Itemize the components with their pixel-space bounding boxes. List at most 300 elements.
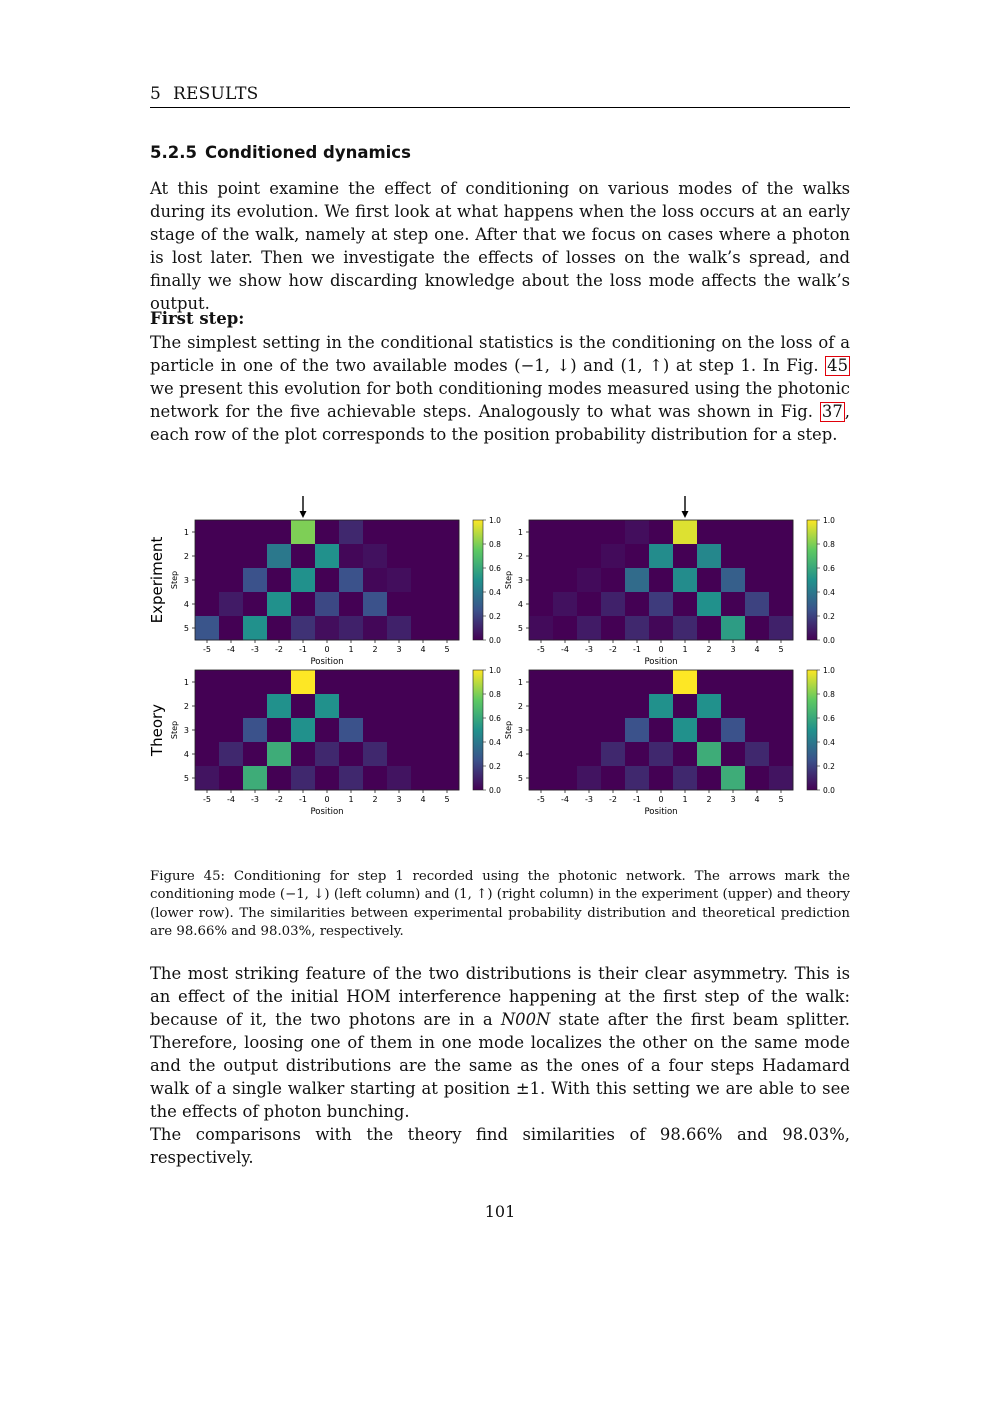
- heatmap-cell: [745, 592, 769, 616]
- x-tick-label: 3: [396, 645, 402, 654]
- heatmap-cell: [769, 568, 793, 592]
- row-label-experiment: Experiment: [148, 536, 166, 624]
- heatmap-cell: [363, 670, 387, 694]
- x-tick-label: 5: [444, 645, 450, 654]
- heatmap-cell: [553, 592, 577, 616]
- heatmap-cell: [625, 616, 649, 640]
- colorbar-tick-label: 0.0: [489, 786, 501, 795]
- x-tick-label: -2: [609, 645, 617, 654]
- heatmap-cell: [625, 670, 649, 694]
- heatmap-cell: [601, 670, 625, 694]
- conditioning-arrow-head: [682, 511, 689, 518]
- colorbar-tick-label: 0.8: [489, 540, 501, 549]
- heatmap-cell: [529, 670, 553, 694]
- heatmap-cell: [673, 568, 697, 592]
- x-tick-label: 2: [706, 795, 712, 804]
- heatmap-cell: [769, 742, 793, 766]
- y-tick-label: 2: [517, 702, 523, 711]
- heatmap-cell: [435, 742, 459, 766]
- heatmap-cell: [411, 520, 435, 544]
- x-axis-label: Position: [644, 807, 678, 817]
- y-axis-label: Step: [504, 720, 513, 740]
- heatmap-cell: [553, 742, 577, 766]
- y-tick-label: 4: [517, 600, 523, 609]
- x-tick-label: -3: [251, 645, 259, 654]
- y-tick-label: 1: [183, 528, 189, 537]
- heatmap-cell: [721, 718, 745, 742]
- heatmap-cell: [697, 742, 721, 766]
- x-tick-label: -1: [633, 645, 641, 654]
- heatmap-cell: [553, 568, 577, 592]
- heatmap-cell: [697, 544, 721, 568]
- heatmap-cell: [649, 544, 673, 568]
- heatmap-cell: [553, 718, 577, 742]
- x-tick-label: 0: [324, 645, 330, 654]
- heatmap-cell: [387, 742, 411, 766]
- intro-paragraph: At this point examine the effect of conditioning on various modes of the walks during its evolution. We first look at what happens when the loss occurs at an early stage of the walk, namely at step one. After that we focus on cases where a photon is lost later. Then we investigate the effects of losses on the walk’s spread, and finally we show how discarding knowledge about the loss mode affects the walk’s output.: [150, 179, 850, 313]
- heatmap-cell: [339, 742, 363, 766]
- heatmap-cell: [315, 568, 339, 592]
- heatmap-cell: [721, 544, 745, 568]
- heatmap-cell: [243, 544, 267, 568]
- colorbar-tick-label: 0.6: [489, 564, 501, 573]
- heatmap-cell: [697, 766, 721, 790]
- x-tick-label: 1: [682, 645, 688, 654]
- heatmap-cell: [625, 742, 649, 766]
- heatmap-cell: [625, 544, 649, 568]
- heatmap-cell: [243, 520, 267, 544]
- y-tick-label: 3: [183, 726, 189, 735]
- heatmap-cell: [339, 568, 363, 592]
- heatmap-cell: [745, 718, 769, 742]
- heatmap-cell: [195, 694, 219, 718]
- heatmap-cell: [339, 520, 363, 544]
- heatmap-cell: [363, 718, 387, 742]
- x-tick-label: -3: [585, 795, 593, 804]
- x-tick-label: -5: [537, 645, 545, 654]
- heatmap-cell: [339, 616, 363, 640]
- heatmap-cell: [769, 718, 793, 742]
- heatmap-cell: [601, 766, 625, 790]
- heatmap-cell: [553, 520, 577, 544]
- y-tick-label: 3: [517, 726, 523, 735]
- row-label-theory: Theory: [148, 703, 166, 757]
- y-tick-label: 4: [183, 750, 189, 759]
- colorbar-tick-label: 0.4: [823, 588, 835, 597]
- heatmap-cell: [625, 766, 649, 790]
- heatmap-cell: [363, 544, 387, 568]
- heatmap-cell: [529, 616, 553, 640]
- x-tick-label: -2: [275, 645, 283, 654]
- y-tick-label: 3: [517, 576, 523, 585]
- heatmap-cell: [411, 616, 435, 640]
- heatmap-cell: [411, 568, 435, 592]
- heatmap-cell: [721, 568, 745, 592]
- colorbar-tick-label: 0.8: [823, 690, 835, 699]
- heatmap-cell: [195, 568, 219, 592]
- heatmap-cell: [649, 718, 673, 742]
- x-tick-label: 2: [706, 645, 712, 654]
- y-tick-label: 4: [517, 750, 523, 759]
- discussion-text-a: The most striking feature of the two distributions is their clear asymmetry. This is an effect of the initial HOM interference happening at the first step of the walk: because of it, the two photons are in a: [150, 964, 850, 1029]
- x-tick-label: -3: [251, 795, 259, 804]
- heatmap-cell: [529, 568, 553, 592]
- heatmap-cell: [315, 694, 339, 718]
- colorbar-tick-label: 0.4: [489, 738, 501, 747]
- heatmap-cell: [387, 520, 411, 544]
- colorbar: [807, 520, 817, 640]
- heatmap-cell: [291, 694, 315, 718]
- heatmap-cell: [529, 520, 553, 544]
- heatmap-cell: [697, 520, 721, 544]
- heatmap-cell: [577, 568, 601, 592]
- colorbar: [473, 520, 483, 640]
- x-tick-label: 1: [682, 795, 688, 804]
- heatmap-panel-experiment-right: [504, 496, 835, 667]
- heatmap-cell: [625, 694, 649, 718]
- heatmap-cell: [243, 568, 267, 592]
- heatmap-cell: [673, 742, 697, 766]
- heatmap-cell: [315, 520, 339, 544]
- heatmap-cell: [315, 718, 339, 742]
- heatmap-cell: [243, 742, 267, 766]
- heatmap-cell: [601, 592, 625, 616]
- heatmap-cell: [243, 670, 267, 694]
- heatmap-cell: [745, 670, 769, 694]
- x-tick-label: 5: [778, 645, 784, 654]
- heatmap-cell: [291, 592, 315, 616]
- heatmap-cell: [363, 742, 387, 766]
- colorbar-tick-label: 0.8: [823, 540, 835, 549]
- x-tick-label: 5: [444, 795, 450, 804]
- heatmap-cell: [721, 520, 745, 544]
- heatmap-cell: [387, 568, 411, 592]
- subsection-title: Conditioned dynamics: [204, 143, 411, 162]
- heatmap-cell: [577, 670, 601, 694]
- heatmap-cell: [673, 520, 697, 544]
- heatmap-cell: [601, 520, 625, 544]
- heatmap-cell: [745, 520, 769, 544]
- heatmap-cell: [435, 544, 459, 568]
- x-tick-label: -4: [561, 645, 569, 654]
- heatmap-panel-theory-right: [504, 666, 835, 817]
- x-tick-label: -1: [299, 795, 307, 804]
- heatmap-cell: [529, 766, 553, 790]
- heatmap-cell: [697, 718, 721, 742]
- heatmap-cell: [363, 568, 387, 592]
- heatmap-cell: [411, 544, 435, 568]
- heatmap-cell: [625, 592, 649, 616]
- heatmap-cell: [529, 718, 553, 742]
- colorbar-tick-label: 0.2: [489, 612, 501, 621]
- discussion-text-b: state after the first beam splitter. Therefore, loosing one of them in one mode localizes the other on the same mode and the output distributions are the same as the ones of a four steps Hadamard walk of a single walker starting at position ±1. With this setting we are able to see the effects of photon bunching.: [150, 1010, 850, 1121]
- heatmap-cell: [315, 670, 339, 694]
- y-tick-label: 2: [183, 552, 189, 561]
- heatmap-cell: [745, 616, 769, 640]
- heatmap-cell: [435, 520, 459, 544]
- heatmap-cell: [577, 520, 601, 544]
- heatmap-cell: [219, 742, 243, 766]
- heatmap-cell: [195, 520, 219, 544]
- heatmap-cell: [315, 544, 339, 568]
- heatmap-cell: [721, 592, 745, 616]
- x-axis-label: Position: [644, 657, 678, 667]
- x-tick-label: 4: [754, 645, 760, 654]
- heatmap-cell: [363, 766, 387, 790]
- heatmap-cell: [577, 718, 601, 742]
- heatmap-cell: [721, 766, 745, 790]
- x-tick-label: 4: [754, 795, 760, 804]
- heatmap-cell: [601, 694, 625, 718]
- heatmap-cell: [721, 670, 745, 694]
- heatmap-cell: [291, 670, 315, 694]
- heatmap-cell: [219, 592, 243, 616]
- heatmap-cell: [339, 592, 363, 616]
- heatmap-cell: [219, 670, 243, 694]
- heatmap-cell: [673, 670, 697, 694]
- first-step-text-a: The simplest setting in the conditional statistics is the conditioning on the loss of a particle in one of the two available modes (−1, ↓) and (1, ↑) at step 1. In Fig.: [150, 333, 850, 375]
- heatmap-cell: [411, 766, 435, 790]
- heatmap-cell: [315, 616, 339, 640]
- colorbar-tick-label: 1.0: [823, 516, 835, 525]
- heatmap-cell: [267, 694, 291, 718]
- heatmap-cell: [435, 718, 459, 742]
- heatmap-cell: [243, 616, 267, 640]
- heatmap-cell: [529, 742, 553, 766]
- x-tick-label: -5: [203, 645, 211, 654]
- heatmap-cell: [649, 592, 673, 616]
- heatmap-cell: [745, 742, 769, 766]
- x-axis-label: Position: [310, 657, 344, 667]
- heatmap-cell: [267, 742, 291, 766]
- colorbar-tick-label: 0.2: [823, 612, 835, 621]
- y-tick-label: 5: [183, 774, 189, 783]
- y-tick-label: 4: [183, 600, 189, 609]
- x-tick-label: 5: [778, 795, 784, 804]
- heatmap-cell: [291, 718, 315, 742]
- heatmap-cell: [267, 520, 291, 544]
- y-tick-label: 2: [183, 702, 189, 711]
- heatmap-cell: [219, 568, 243, 592]
- heatmap-cell: [315, 742, 339, 766]
- heatmap-cell: [411, 742, 435, 766]
- x-tick-label: -2: [609, 795, 617, 804]
- heatmap-cell: [315, 592, 339, 616]
- heatmap-cell: [291, 742, 315, 766]
- heatmap-cell: [577, 694, 601, 718]
- heatmap-cell: [721, 616, 745, 640]
- y-axis-label: Step: [504, 570, 513, 590]
- heatmap-cell: [529, 592, 553, 616]
- heatmap-cell: [435, 670, 459, 694]
- heatmap-cell: [243, 766, 267, 790]
- heatmap-cell: [769, 616, 793, 640]
- heatmap-cell: [387, 694, 411, 718]
- heatmap-cell: [435, 766, 459, 790]
- heatmap-cell: [577, 592, 601, 616]
- header-section-number: 5: [150, 84, 162, 104]
- heatmap-cell: [601, 544, 625, 568]
- x-axis-label: Position: [310, 807, 344, 817]
- heatmap-cell: [673, 766, 697, 790]
- y-tick-label: 2: [517, 552, 523, 561]
- heatmap-cell: [363, 520, 387, 544]
- colorbar-tick-label: 0.6: [823, 714, 835, 723]
- colorbar: [473, 670, 483, 790]
- heatmap-cell: [673, 718, 697, 742]
- colorbar: [807, 670, 817, 790]
- y-tick-label: 5: [517, 624, 523, 633]
- heatmap-cell: [195, 544, 219, 568]
- heatmap-cell: [697, 694, 721, 718]
- x-tick-label: -4: [227, 795, 235, 804]
- heatmap-cell: [387, 616, 411, 640]
- heatmap-cell: [435, 592, 459, 616]
- heatmap-cell: [291, 568, 315, 592]
- y-tick-label: 1: [183, 678, 189, 687]
- colorbar-tick-label: 0.0: [489, 636, 501, 645]
- heatmap-cell: [601, 742, 625, 766]
- x-tick-label: 2: [372, 795, 378, 804]
- heatmap-cell: [697, 616, 721, 640]
- page-number: 101: [484, 1202, 516, 1221]
- heatmap-cell: [363, 592, 387, 616]
- heatmap-cell: [267, 592, 291, 616]
- heatmap-cell: [673, 694, 697, 718]
- x-tick-label: -1: [633, 795, 641, 804]
- heatmap-cell: [601, 616, 625, 640]
- heatmap-cell: [291, 520, 315, 544]
- y-tick-label: 1: [517, 678, 523, 687]
- header-section-title: RESULTS: [173, 84, 259, 104]
- heatmap-cell: [291, 544, 315, 568]
- heatmap-cell: [745, 544, 769, 568]
- colorbar-tick-label: 0.2: [823, 762, 835, 771]
- heatmap-cell: [649, 520, 673, 544]
- heatmap-cell: [769, 766, 793, 790]
- heatmap-cell: [195, 742, 219, 766]
- heatmap-cell: [673, 616, 697, 640]
- heatmap-cell: [721, 742, 745, 766]
- heatmap-cell: [315, 766, 339, 790]
- heatmap-cell: [219, 544, 243, 568]
- heatmap-cell: [267, 718, 291, 742]
- heatmap-cell: [435, 694, 459, 718]
- discussion-text-c: The comparisons with the theory find similarities of 98.66% and 98.03%, respectively.: [150, 1125, 850, 1167]
- x-tick-label: -2: [275, 795, 283, 804]
- heatmap-cell: [577, 616, 601, 640]
- heatmap-cell: [219, 616, 243, 640]
- heatmap-cell: [387, 670, 411, 694]
- figure-37-link[interactable]: 37: [821, 402, 843, 421]
- y-tick-label: 5: [183, 624, 189, 633]
- heatmap-cell: [649, 694, 673, 718]
- heatmap-cell: [339, 544, 363, 568]
- x-tick-label: 4: [420, 645, 426, 654]
- x-tick-label: -5: [203, 795, 211, 804]
- colorbar-tick-label: 0.8: [489, 690, 501, 699]
- y-tick-label: 5: [517, 774, 523, 783]
- subsection-number: 5.2.5: [150, 143, 197, 162]
- x-tick-label: -4: [227, 645, 235, 654]
- figure-caption: Figure 45: Conditioning for step 1 recorded using the photonic network. The arrows mark the conditioning mode (−1, ↓) (left column) and (1, ↑) (right column) in the experiment (upper) and theory (lower row). The similarities between experimental probability distribution and theoretical prediction are 98.66% and 98.03%, respectively.: [150, 869, 850, 939]
- heatmap-cell: [577, 544, 601, 568]
- heatmap-cell: [745, 766, 769, 790]
- heatmap-cell: [649, 742, 673, 766]
- conditioning-arrow-head: [300, 511, 307, 518]
- x-tick-label: 2: [372, 645, 378, 654]
- first-step-heading: First step:: [150, 309, 245, 328]
- x-tick-label: -5: [537, 795, 545, 804]
- heatmap-cell: [363, 616, 387, 640]
- y-tick-label: 1: [517, 528, 523, 537]
- heatmap-cell: [553, 670, 577, 694]
- colorbar-tick-label: 0.0: [823, 636, 835, 645]
- heatmap-cell: [339, 694, 363, 718]
- heatmap-cell: [435, 568, 459, 592]
- colorbar-tick-label: 1.0: [489, 666, 501, 675]
- heatmap-cell: [601, 568, 625, 592]
- heatmap-cell: [625, 520, 649, 544]
- heatmap-cell: [769, 592, 793, 616]
- heatmap-cell: [291, 766, 315, 790]
- x-tick-label: 1: [348, 795, 354, 804]
- heatmap-cell: [721, 694, 745, 718]
- heatmap-cell: [769, 670, 793, 694]
- figure-45-link[interactable]: 45: [827, 356, 848, 375]
- x-tick-label: 3: [730, 795, 736, 804]
- y-axis-label: Step: [170, 720, 179, 740]
- heatmap-cell: [649, 766, 673, 790]
- heatmap-cell: [553, 544, 577, 568]
- colorbar-tick-label: 0.2: [489, 762, 501, 771]
- y-tick-label: 3: [183, 576, 189, 585]
- heatmap-cell: [697, 568, 721, 592]
- heatmap-cell: [339, 670, 363, 694]
- heatmap-cell: [745, 568, 769, 592]
- heatmap-cell: [411, 592, 435, 616]
- x-tick-label: 0: [658, 645, 664, 654]
- x-tick-label: 3: [730, 645, 736, 654]
- heatmap-cell: [195, 592, 219, 616]
- heatmap-cell: [577, 766, 601, 790]
- heatmap-cell: [649, 670, 673, 694]
- colorbar-tick-label: 0.0: [823, 786, 835, 795]
- heatmap-cell: [529, 694, 553, 718]
- heatmap-cell: [243, 694, 267, 718]
- colorbar-tick-label: 1.0: [823, 666, 835, 675]
- heatmap-cell: [435, 616, 459, 640]
- heatmap-cell: [697, 592, 721, 616]
- heatmap-cell: [195, 616, 219, 640]
- y-axis-label: Step: [170, 570, 179, 590]
- heatmap-cell: [267, 616, 291, 640]
- heatmap-cell: [219, 520, 243, 544]
- heatmap-cell: [625, 568, 649, 592]
- first-step-text-b: we present this evolution for both conditioning modes measured using the photonic network for the five achievable steps. Analogously to what was shown in Fig.: [150, 379, 850, 421]
- heatmap-cell: [219, 718, 243, 742]
- colorbar-tick-label: 0.6: [489, 714, 501, 723]
- colorbar-tick-label: 0.4: [823, 738, 835, 747]
- heatmap-cell: [267, 670, 291, 694]
- heatmap-cell: [219, 766, 243, 790]
- x-tick-label: 0: [658, 795, 664, 804]
- x-tick-label: 4: [420, 795, 426, 804]
- heatmap-cell: [339, 718, 363, 742]
- heatmap-cell: [219, 694, 243, 718]
- heatmap-cell: [625, 718, 649, 742]
- heatmap-cell: [243, 592, 267, 616]
